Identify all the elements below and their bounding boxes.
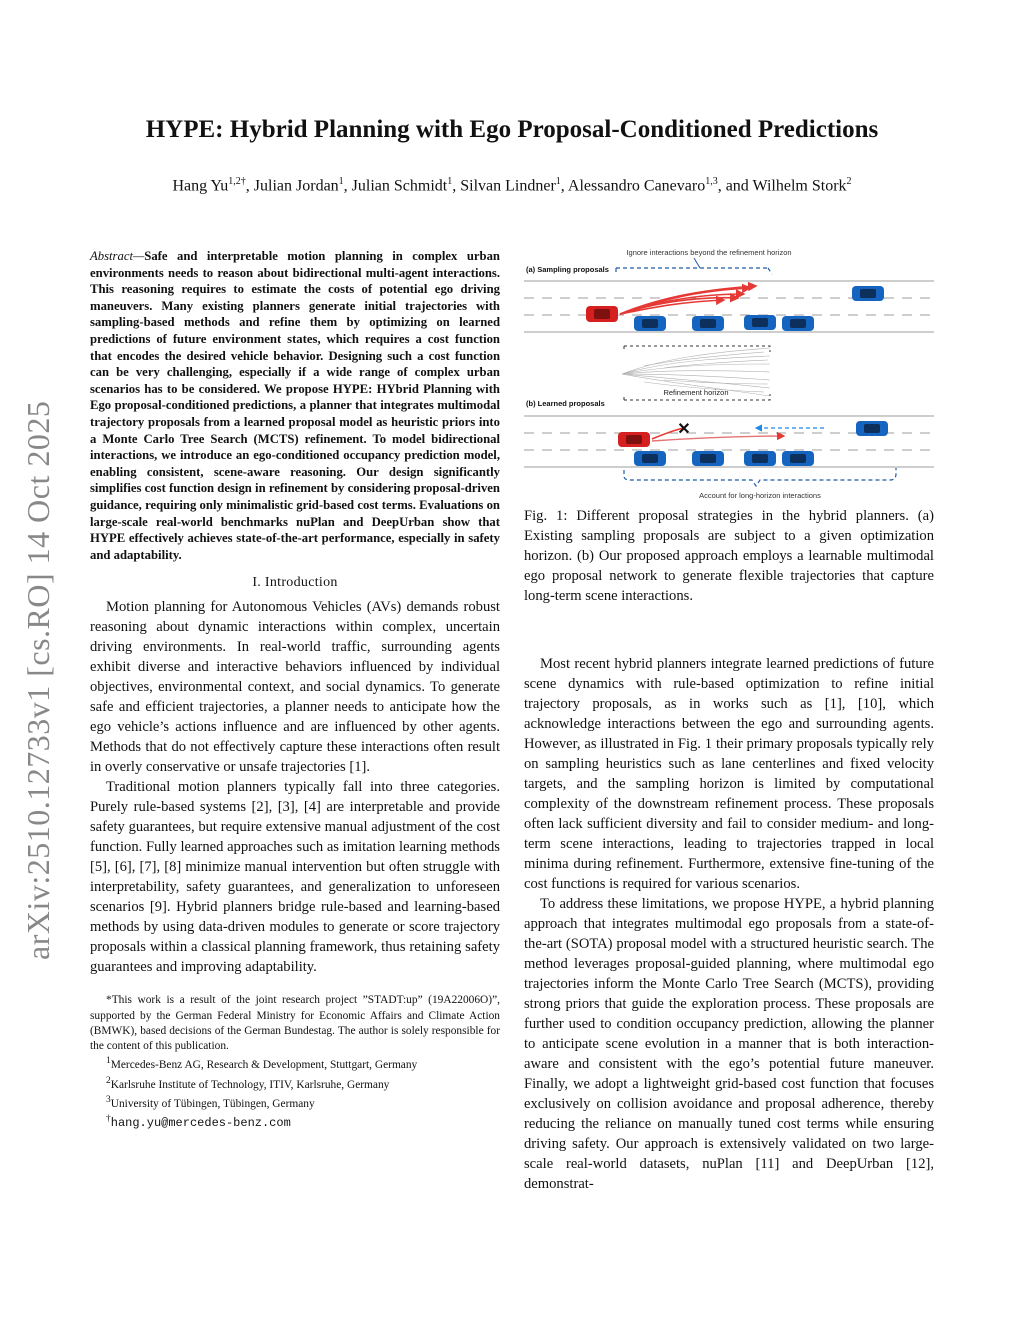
figure-bottom-note: Account for long-horizon interactions (699, 491, 821, 500)
figure-top-note: Ignore interactions beyond the refinement horizon (626, 248, 792, 257)
author-affiliation: 1 (447, 176, 453, 187)
long-horizon-bracket (624, 468, 896, 486)
section-heading: I. Introduction (252, 575, 338, 591)
author: Silvan Lindner (460, 177, 556, 195)
paragraph: To address these limitations, we propose HYPE, a hybrid planning approach that integrates multimodal ego proposals from a state-of-the-art (SOTA) proposal model with a structured heuristic search. The method leverages proposal-guided planning, where multimodal ego trajectories inform the Monte Carlo Tree Search (MCTS), providing strong priors that guide the exploration process. These proposals are further used to condition occupancy prediction, allowing the planner to anticipate scene evolution in a manner that is both interaction-aware and consistent with the ego’s potential future maneuver. Finally, we adopt a lightweight grid-based cost function that focuses exclusively on collision avoidance and proposal adherence, thereby reducing the reliance on manually tuned cost terms while ensuring driving safety. Our approach is extensively validated on two large-scale real-world datasets, nuPlan [11] and DeepUrban [12], demonstrat- (524, 896, 934, 1192)
email-footnote: †hang.yu@mercedes-benz.com (106, 1113, 291, 1130)
horizon-bracket-top (616, 268, 772, 274)
author-affiliation: 2 (846, 176, 852, 187)
right-column (524, 248, 934, 1194)
author: Alessandro Canevaro (567, 177, 706, 195)
author: Julian Schmidt (351, 177, 448, 195)
abstract (90, 248, 500, 563)
refinement-horizon-label: Refinement horizon (663, 388, 729, 397)
affiliation-footnote: $^3$University of Tübingen, Tübingen, Germany (106, 1094, 315, 1110)
author: Julian Jordan (253, 177, 339, 195)
author-affiliation: 1,3 (705, 176, 718, 187)
abstract-text: Safe and interpretable motion planning in complex urban environments needs to reason about bidirectional multi-agent interactions. This reasoning requires to estimate the costs of potential ego driving maneuvers. Many existing planners generate initial trajectories with sampling-based methods and refine them by optimizing on learned predictions of future environment states, which requires a cost function that encodes the desired vehicle behavior. Designing such a cost function can be very challenging, especially if a wide range of complex urban scenarios has to be considered. We propose HYPE: HYbrid Planning with Ego proposal-conditioned predictions, a planner that integrates multimodal trajectory proposals from a learned proposal model as heuristic priors into a Monte Carlo Tree Search (MCTS) refinement. To model bidirectional interactions, we introduce an ego-conditioned occupancy prediction model, enabling consistent, scene-aware reasoning. Our design significantly simplifies cost function design in refinement by considering proposal-driven guidance, requiring only minimalistic grid-based cost terms. Evaluations on large-scale real-world benchmarks nuPlan and DeepUrban show that HYPE effectively achieves state-of-the-art performance, especially in safety and adaptability. (90, 249, 500, 562)
paragraph: Motion planning for Autonomous Vehicles (AVs) demands robust reasoning about dynamic interactions within complex, uncertain driving environments. In real-world traffic, surrounding agents exhibit diverse and interactive behaviors influenced by individual objectives, environmental context, and social dynamics. To generate safe and efficient trajectories, a planner needs to anticipate how the ego vehicle’s actions influence and are influenced by other agents. Methods that do not effectively capture these interactions often result in overly conservative or unsafe trajectories [1]. (90, 599, 500, 776)
agent-vehicles (634, 286, 884, 331)
affiliation-footnote: $^1$Mercedes-Benz AG, Research & Development, Stuttgart, Germany (106, 1056, 418, 1072)
abstract-lead: Abstract— (90, 249, 145, 263)
author-affiliation: 1,2† (228, 176, 246, 187)
author: Hang Yu (172, 177, 229, 195)
figure-1 (524, 248, 934, 500)
figure-diagram (524, 248, 934, 500)
email-link[interactable]: hang.yu@mercedes-benz.com (110, 1115, 291, 1130)
author-affiliation: 1 (555, 176, 561, 187)
footnotes (90, 993, 500, 1131)
arxiv-identifier: arXiv:2510.12733v1 [cs.RO] 14 Oct 2025 (20, 400, 56, 960)
right-body (524, 654, 934, 1194)
author-list: Hang $Yu^{1,2\dagger}$, Julian Jordan$^1$, Julian Schmidt$^1$, Silvan Lindner$^1$, Alessandro Canevaro$^{1,3}$, and Wilhelm Stork$^2$ (172, 176, 852, 195)
funding-footnote: *This work is a result of the joint research project ”STADT:up” (19A22006O)”, supported by the German Federal Ministry for Economic Affairs and Climate Action (BMWK), based decisions of the German Bundestag. The author is solely responsible for the content of this publication. (90, 994, 500, 1053)
panel-a-label: (a) Sampling proposals (526, 265, 609, 274)
sampling-proposals (620, 286, 756, 314)
figure-caption: Fig. 1: Different proposal strategies in the hybrid planners. (a) Existing sampling proposals are subject to a given optimization horizon. (b) Our proposed approach employs a learnable multimodal ego proposal network to generate flexible trajectories that capture long-term scene interactions. (524, 508, 934, 604)
affiliation-footnote: $^2$Karlsruhe Institute of Technology, ITIV, Karlsruhe, Germany (106, 1075, 390, 1091)
author: Wilhelm Stork (752, 177, 847, 195)
paragraph: Most recent hybrid planners integrate learned predictions of future scene dynamics with rule-based optimization to refine initial trajectory proposals, as in works such as [1], [10], which acknowledge interactions between the ego and surrounding agents. However, as illustrated in Fig. 1 their primary proposals typically rely on sampling heuristics such as lane centerlines and fixed velocity targets, and the sampling horizon is limited by computational complexity of the downstream refinement process. These proposals often lack sufficient diversity and fail to consider medium- and long-term scene interactions, leading to trajectories trapped in local minima during refinement. Furthermore, extensive fine-tuning of the cost functions is required for various scenarios. (524, 656, 934, 892)
paragraph: Traditional motion planners typically fall into three categories. Purely rule-based systems [2], [3], [4] are interpretable and provide safety guarantees, but require extensive manual adjustment of the cost function. Fully learned approaches such as imitation learning methods [5], [6], [7], [8] minimize manual intervention but often struggle with interpretability, safety guarantees, and generalization to unforeseen scenarios [9]. Hybrid planners bridge rule-based and learning-based methods by using data-driven modules to generate or score trajectory proposals within a classical planning framework, thus retaining safety guarantees and improving adaptability. (90, 779, 500, 976)
author-affiliation: 1 (338, 176, 344, 187)
collision-mark-icon: ✕ (677, 421, 691, 438)
left-column (90, 248, 500, 1131)
paper-title: HYPE: Hybrid Planning with Ego Proposal-Conditioned Predictions (145, 116, 879, 143)
panel-b-label: (b) Learned proposals (526, 399, 605, 408)
